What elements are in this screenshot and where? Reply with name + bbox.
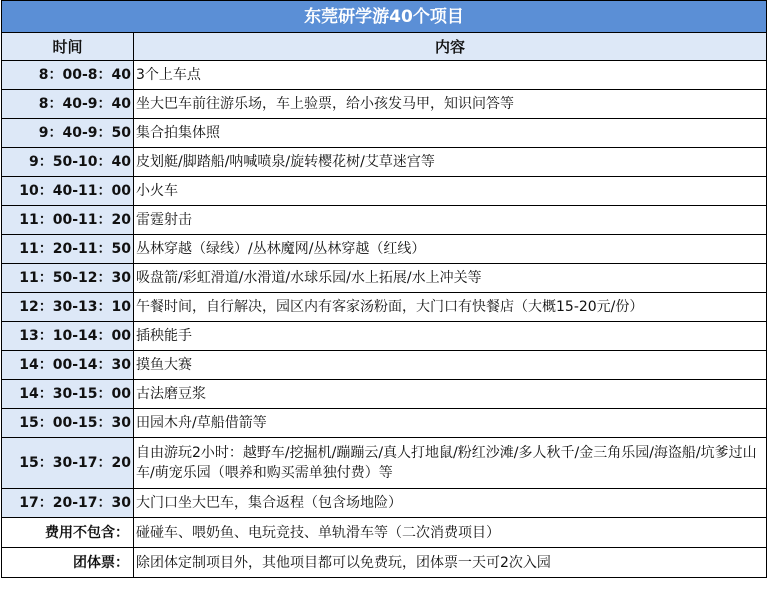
content-cell: 坐大巴车前往游乐场，车上验票，给小孩发马甲，知识问答等 bbox=[134, 90, 767, 119]
header-content: 内容 bbox=[134, 33, 767, 61]
header-row bbox=[2, 33, 767, 61]
table-row bbox=[2, 409, 767, 438]
schedule-table bbox=[1, 0, 767, 578]
content-cell: 古法磨豆浆 bbox=[134, 380, 767, 409]
table-row bbox=[2, 90, 767, 119]
table-row bbox=[2, 177, 767, 206]
time-cell: 11：50-12：30 bbox=[2, 264, 134, 293]
content-cell: 皮划艇/脚踏船/呐喊喷泉/旋转樱花树/艾草迷宫等 bbox=[134, 148, 767, 177]
time-cell: 13：10-14：00 bbox=[2, 322, 134, 351]
content-cell: 集合拍集体照 bbox=[134, 119, 767, 148]
time-cell: 11：20-11：50 bbox=[2, 235, 134, 264]
table-row bbox=[2, 351, 767, 380]
table-row bbox=[2, 293, 767, 322]
time-cell: 14：00-14：30 bbox=[2, 351, 134, 380]
time-cell: 15：30-17：20 bbox=[2, 438, 134, 489]
header-time: 时间 bbox=[2, 33, 134, 61]
table-row bbox=[2, 489, 767, 518]
table-row bbox=[2, 264, 767, 293]
time-cell: 12：30-13：10 bbox=[2, 293, 134, 322]
content-cell: 田园木舟/草船借箭等 bbox=[134, 409, 767, 438]
footer-row-excluded bbox=[2, 518, 767, 548]
table-title: 东莞研学游40个项目 bbox=[2, 1, 767, 33]
content-cell: 吸盘箭/彩虹滑道/水滑道/水球乐园/水上拓展/水上冲关等 bbox=[134, 264, 767, 293]
table-row bbox=[2, 206, 767, 235]
content-cell: 自由游玩2小时：越野车/挖掘机/蹦蹦云/真人打地鼠/粉红沙滩/多人秋千/金三角乐园/海盗船/坑爹过山车/萌宠乐园（喂养和购买需单独付费）等 bbox=[134, 438, 767, 489]
time-cell: 9：50-10：40 bbox=[2, 148, 134, 177]
time-cell: 9：40-9：50 bbox=[2, 119, 134, 148]
content-cell: 插秧能手 bbox=[134, 322, 767, 351]
time-cell: 14：30-15：00 bbox=[2, 380, 134, 409]
time-cell: 8：40-9：40 bbox=[2, 90, 134, 119]
time-cell: 8：00-8：40 bbox=[2, 61, 134, 90]
table-row bbox=[2, 148, 767, 177]
time-cell: 11：00-11：20 bbox=[2, 206, 134, 235]
title-row bbox=[2, 1, 767, 33]
group-ticket-content: 除团体定制项目外，其他项目都可以免费玩，团体票一天可2次入园 bbox=[134, 548, 767, 578]
time-cell: 15：00-15：30 bbox=[2, 409, 134, 438]
excluded-content: 碰碰车、喂奶鱼、电玩竞技、单轨滑车等（二次消费项目） bbox=[134, 518, 767, 548]
table-row bbox=[2, 438, 767, 489]
table-row bbox=[2, 380, 767, 409]
content-cell: 3个上车点 bbox=[134, 61, 767, 90]
group-ticket-label: 团体票： bbox=[2, 548, 134, 578]
table-row bbox=[2, 322, 767, 351]
table-row bbox=[2, 119, 767, 148]
content-cell: 摸鱼大赛 bbox=[134, 351, 767, 380]
content-cell: 雷霆射击 bbox=[134, 206, 767, 235]
content-cell: 丛林穿越（绿线）/丛林魔网/丛林穿越（红线） bbox=[134, 235, 767, 264]
content-cell: 大门口坐大巴车，集合返程（包含场地险） bbox=[134, 489, 767, 518]
time-cell: 10：40-11：00 bbox=[2, 177, 134, 206]
footer-row-group-ticket bbox=[2, 548, 767, 578]
content-cell: 小火车 bbox=[134, 177, 767, 206]
table-row bbox=[2, 61, 767, 90]
content-cell: 午餐时间，自行解决，园区内有客家汤粉面，大门口有快餐店（大概15-20元/份） bbox=[134, 293, 767, 322]
time-cell: 17：20-17：30 bbox=[2, 489, 134, 518]
table-row bbox=[2, 235, 767, 264]
excluded-label: 费用不包含： bbox=[2, 518, 134, 548]
